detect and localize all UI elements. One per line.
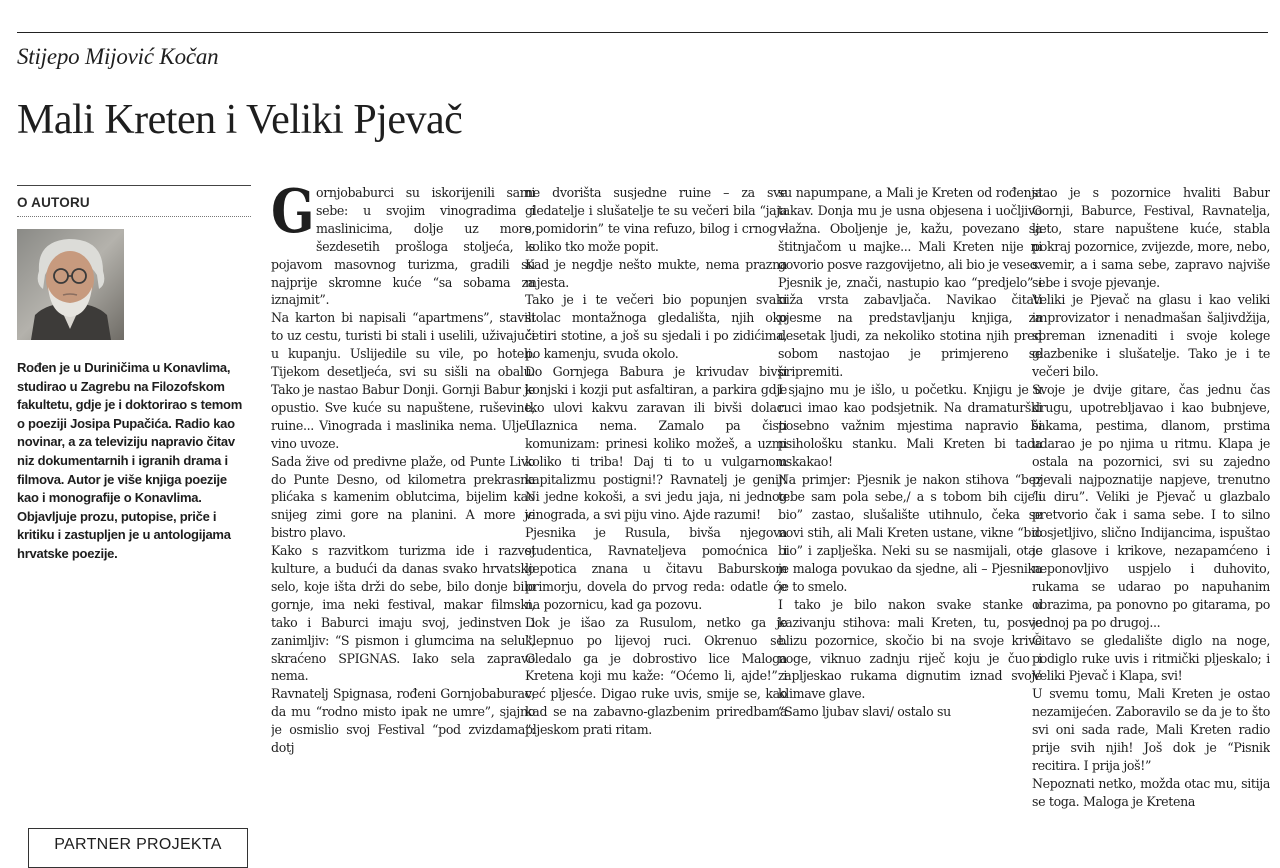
paragraph: U svemu tomu, Mali Kreten je ostao nezamijećen. Zaboravilo se da je to što svi oni sada rade, Mali Kreten radio prije svih njih! Još dok je “Pisnik recitira. I prija još!”	[1032, 686, 1270, 773]
article-column-4	[1032, 184, 1270, 852]
paragraph: su napumpane, a Mali je Kreten od rođenja takav. Donja mu je usna objesena i uočljivo vlažna. Oboljenje je, kažu, povezano sa štitnjačom u majke... Mali Kreten nije ni govorio posve razgovijetno, ali bio je veseo.	[778, 185, 1042, 272]
article-column-1	[271, 184, 535, 852]
sidebar-top-rule	[17, 185, 251, 186]
drop-cap: G	[271, 184, 315, 247]
paragraph: Nepoznati netko, možda otac mu, sitija se toga. Maloga je Kretena	[1032, 775, 1270, 809]
paragraph: Dok je išao za Rusulom, netko ga je klepnuo po lijevoj ruci. Okrenuo se. Gledalo ga je dobrostivo lice Maloga Kretena koji mu kaže: “Oćemo li, ajde!” i već pljesće. Digao ruke uvis, smije se, kao kad se na zabavno-glazbenim priredbama pljeskom prati ritam.	[525, 614, 787, 738]
paragraph: Svoje je dvije gitare, čas jednu čas drugu, upotrebljavao i kao bubnjeve, šakama, pestima, dlanom, prstima udarao je po njima u ritmu. Klapa je ostala na pozornici, svi su zajedno pjevali najpoznatije napjeve, trenutno “u diru”. Veliki je Pjevač u glazbalo pretvorio čak i sama sebe. I to silno dosjetljivo, slično Indijancima, ispuštao je glasove i krikove, nezapamćeno i neponovljivo uspjelo i duhovito, rukama se udarao po napuhanim obrazima, pa ponovno po gitarama, po jednoj pa po drugoj...	[1032, 381, 1270, 630]
paragraph: Pjesnika je Rusula, bivša njegova studentica, Ravnateljeva pomoćnica i ljepotica znana u čitavu Baburskom primorju, dovela do prvog reda: odatle će na pozornicu, kad ga pozovu.	[525, 525, 787, 612]
author-bio: Rođen je u Duriničima u Konavlima, studirao u Zagrebu na Filozofskom fakultetu, gdje je i doktorirao s temom o poeziji Josipa Pupačića. Radio kao novinar, a za televiziju napravio čitav niz dokumentarnih i igranih drama i filmova. Autor je više knjiga poezije kao i monografije o Konavlima. Objavljuje prozu, putopise, priče i kritiku i zastupljen je u antologijama hrvatske poezije.	[17, 360, 243, 561]
partner-box	[28, 828, 248, 868]
article-column-3	[778, 184, 1042, 852]
paragraph: ne dvorišta susjedne ruine – za sve gledatelje i slušatelje te su večeri bila “jaja s pomidorin” te vina refuzo, bilog i crnog – koliko tko može popit.	[525, 185, 787, 254]
paragraph: Pjesnik je, znači, nastupio kao “predjelo” i niža vrsta zabavljača. Navikao čitati pjesme na predstavljanju knjiga, za desetak ljudi, za nekoliko stotina njih pred sobom nastojao je primjereno se pripremiti.	[778, 274, 1042, 380]
paragraph: ornjobaburci su iskorijenili sami sebe: u svojim vinogradima i maslinicima, dolje uz more, šezdesetih prošloga stoljeća, s pojavom masovnog turizma, gradili su najprije skromne kuće “sa sobama za iznajmit”.	[271, 185, 535, 308]
article-headline: Mali Kreten i Veliki Pjevač	[17, 97, 463, 143]
paragraph: I sjajno mu je išlo, u početku. Knjigu je u ruci imao kao podsjetnik. Na dramaturški posebno važnim mjestima napravio bi psihološku stanku. Mali Kreten bi tada uskakao!	[778, 381, 1042, 469]
portrait-illustration	[17, 229, 124, 340]
paragraph: Kako s razvitkom turizma ide i razvoj kulture, a budući da danas svako hrvatsko selo, koje išta drži do sebe, bilo donje bilo gornje, ima neki festival, makar filmski, tako i Baburci imaju svoj, jedinstven i zanimljiv: “S pismon i glumcima na selu”, skraćeno SPIGNAS. Iako sela zapravo nema.	[271, 543, 535, 684]
paragraph: Tako je i te večeri bio popunjen svaki stolac montažnoga gledališta, njih oko četiri stotine, a još su sjedali i po zidićima, po kamenju, svuda okolo.	[525, 292, 787, 362]
paragraph: “Samo ljubav slavi/ ostalo su	[778, 704, 951, 720]
author-portrait	[17, 229, 124, 340]
paragraph: Kad je negdje nešto mukte, nema prazna mjesta.	[525, 256, 787, 290]
sidebar-dotted-divider	[17, 216, 251, 217]
paragraph: Sada žive od predivne plaže, od Punte Livo do Punte Desno, od kilometra prekrasna plićaka s kamenim oblutcima, bijelim kao snijeg zimi gore na planini. A more je bistro plavo.	[271, 453, 535, 541]
paragraph: Čitavo se gledalište diglo na noge, podiglo ruke uvis i ritmički pljeskalo; i Veliki Pjevač i Klapa, svi!	[1032, 632, 1270, 684]
author-sidebar	[17, 185, 251, 564]
author-byline: Stijepo Mijović Kočan	[17, 44, 219, 69]
top-rule	[17, 32, 1268, 33]
paragraph: Na primjer: Pjesnik je nakon stihova “bez tebe sam pola sebe,/ a s tobom bih cijeli bio” zastao, slušalište utihnulo, čeka se novi stih, ali Mali Kreten ustane, vikne “bio bio” i zaplješka. Neki su se nasmijali, otac je maloga povukao da sjedne, ali – Pjesnika je to smelo.	[778, 471, 1042, 594]
paragraph: Na karton bi napisali “apartmens”, stavili to uz cestu, turisti bi stali i uselili, uživajući u kupanju. Uslijedile su vile, po hoteli. Tijekom desetljeća, svi su sišli na obalu. Tako je nastao Babur Donji. Gornji Babur je opustio. Sve kuće su napuštene, ruševine, ruine... Vinograda i maslinika nema. Ulje i vino uvoze.	[271, 310, 535, 451]
paragraph: stao je s pozornice hvaliti Babur Gornji, Baburce, Festival, Ravnatelja, ljeto, stare napuštene kuće, stabla pokraj pozornice, zvijezde, more, nebo, svemir, a i sama sebe, zapravo najviše sebe i svoje pjevanje.	[1032, 185, 1270, 290]
sidebar-heading: O AUTORU	[17, 195, 90, 210]
paragraph: I tako je bilo nakon svake stanke u kazivanju stihova: mali Kreten, tu, posve blizu pozornice, skočio bi na svoje krive noge, viknuo zadnju riječ koju je čuo i zapljeskao rukama dignutim iznad svoje klimave glave.	[778, 596, 1042, 702]
paragraph: Veliki je Pjevač na glasu i kao veliki improvizator i nenadmašan šaljivdžija, spreman iznenaditi i svoje kolege glazbenike i slušatelje. Tako je i te večeri bilo.	[1032, 292, 1270, 380]
paragraph: Ravnatelj Spignasa, rođeni Gornjobaburac, da mu “rodno misto ipak ne umre”, sjajno je osmislio svoj Festival “pod zvizdama”: dotj	[271, 686, 535, 756]
partner-label: PARTNER PROJEKTA	[54, 836, 222, 853]
paragraph: Do Gornjega Babura je krivudav bivši konjski i kozji put asfaltiran, a parkira gdje tko ulovi kakvu zaravan ili bivši dolac. Ulaznica nema. Zamalo pa čisti komunizam: prinesi koliko možeš, a uzmi koliko ti triba! Daj ti to u vulgarnom kapitalizmu postigni!? Ravnatelj je genij! Ni jedne kokoši, a svi jedu jaja, ni jednog vinograda, a svi piju vino. Ajde razumi!	[525, 364, 787, 523]
article-column-2	[525, 184, 787, 852]
